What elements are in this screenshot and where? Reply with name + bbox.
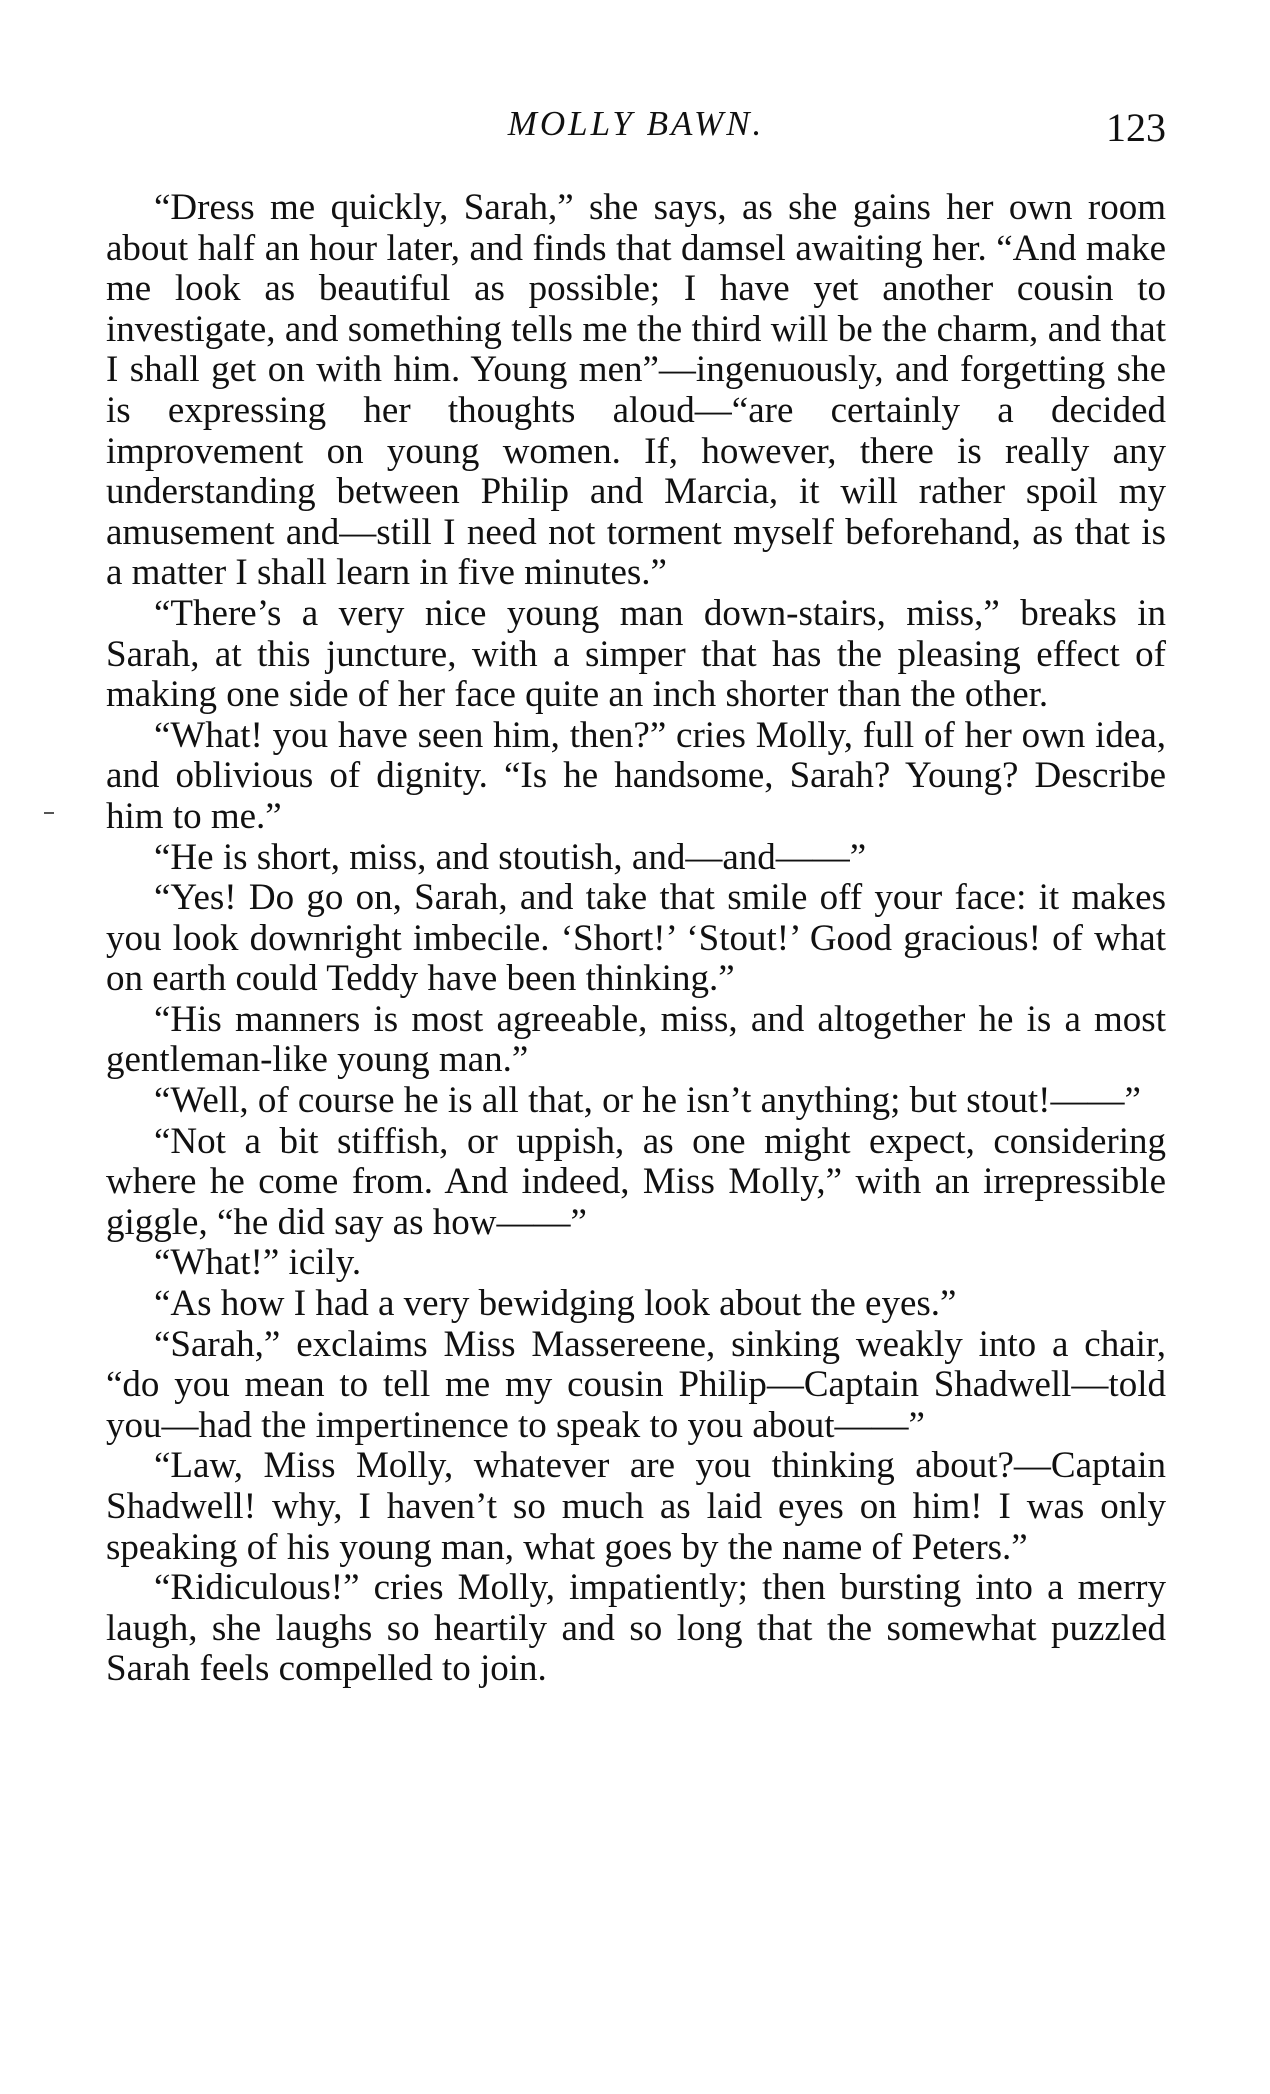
paragraph: “He is short, miss, and stoutish, and—and——” — [154, 836, 867, 878]
running-title: MOLLY BAWN. — [507, 104, 765, 143]
paragraph: “What! you have seen him, then?” cries Molly, full of her own idea, and oblivious of dignity. “Is he handsome, Sarah? Young? Describe him to me.” — [106, 714, 1166, 837]
paragraph: “Well, of course he is all that, or he isn’t anything; but stout!——” — [154, 1080, 1141, 1122]
body-text — [106, 188, 1166, 1690]
paragraph: “Not a bit stiffish, or uppish, as one might expect, considering where he come from. And indeed, Miss Molly,” with an irrepressible giggle, “he did say as how——” — [106, 1120, 1166, 1243]
paragraph: “His manners is most agreeable, miss, and altogether he is a most gentleman-like young man.” — [106, 998, 1166, 1081]
page-number: 123 — [1106, 105, 1166, 150]
paragraph: “As how I had a very bewidging look about the eyes.” — [154, 1283, 957, 1325]
paragraph: “What!” icily. — [154, 1242, 362, 1284]
paragraph: “Dress me quickly, Sarah,” she says, as she gains her own room about half an hour later, and finds that damsel awaiting her. “And make me look as beautiful as possible; I have yet another cousin to investigate, and something tells me the third will be the charm, and that I shall get on with him. Young men”—ingenuously, and forgetting she is expressing her thoughts aloud—“are certainly a decided improvement on young women. If, however, there is really any understanding between Philip and Marcia, it will rather spoil my amusement and—still I need not torment myself beforehand, as that is a matter I shall learn in five minutes.” — [106, 187, 1166, 594]
paragraph: “Ridiculous!” cries Molly, impatiently; then bursting into a merry laugh, she laughs so heartily and so long that the somewhat puzzled Sarah feels compelled to join. — [106, 1567, 1166, 1690]
margin-mark — [44, 812, 54, 814]
paragraph: “There’s a very nice young man down-stairs, miss,” breaks in Sarah, at this juncture, with a simper that has the pleasing effect of making one side of her face quite an inch shorter than the other. — [106, 592, 1166, 716]
paragraph: “Law, Miss Molly, whatever are you thinking about?—Captain Shadwell! why, I haven’t so much as laid eyes on him! I was only speaking of his young man, what goes by the name of Peters.” — [106, 1445, 1166, 1568]
page-header — [106, 104, 1166, 154]
paragraph: “Yes! Do go on, Sarah, and take that smile off your face: it makes you look downright imbecile. ‘Short!’ ‘Stout!’ Good gracious! of what on earth could Teddy have been thinking.” — [106, 877, 1166, 1000]
paragraph: “Sarah,” exclaims Miss Massereene, sinking weakly into a chair, “do you mean to tell me my cousin Philip—Captain Shadwell—told you—had the impertinence to speak to you about——” — [106, 1323, 1166, 1446]
